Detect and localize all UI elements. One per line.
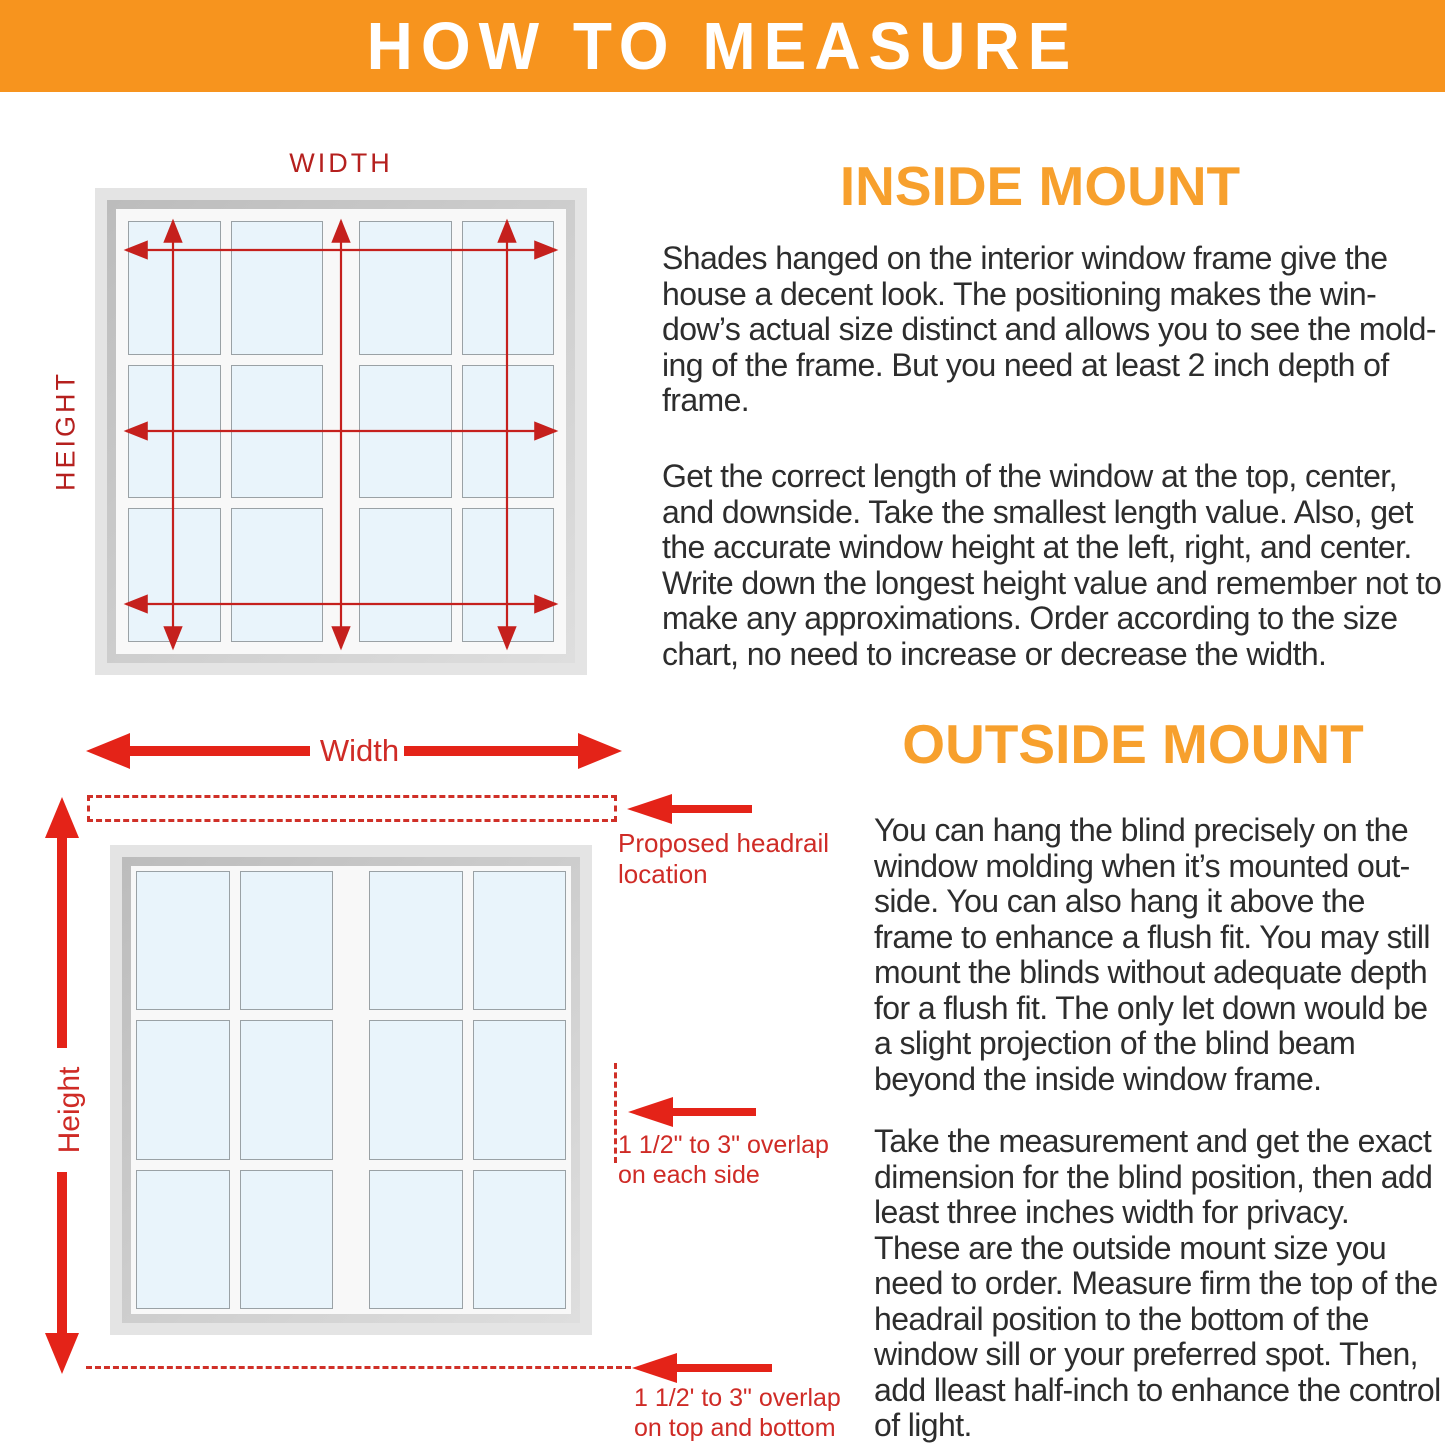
height-arrow-bottom <box>45 1172 79 1374</box>
window-pane <box>473 1170 567 1309</box>
window-pane <box>369 1170 463 1309</box>
outside-mount-heading: OUTSIDE MOUNT <box>902 713 1364 775</box>
inside-mount-paragraph-1: Shades hanged on the interior window frame give the house a decent look. The positioning makes the win- dow’s actual size distinct and allows you to see the mold- ing of the frame. But you need at least 2 inch depth of frame. <box>662 240 1436 418</box>
window-pane <box>462 365 555 499</box>
top-width-label: WIDTH <box>289 148 393 178</box>
window-pane <box>462 221 555 355</box>
window-mullion <box>333 508 349 642</box>
window-pane <box>359 365 452 499</box>
window-pane <box>473 1020 567 1159</box>
inside-mount-paragraph-2: Get the correct length of the window at the top, center, and downside. Take the smallest length value. Also, get the accurate window height at the left, right, and center. Write down the longest height value and remember not to make any approximations. Order according to the size chart, no need to increase or decrease the width. <box>662 458 1442 672</box>
window-mullion <box>343 871 359 1010</box>
side-overlap-note: 1 1/2" to 3" overlap on each side <box>618 1131 829 1189</box>
inside-mount-heading: INSIDE MOUNT <box>839 155 1241 217</box>
side-overlap-dashed-line <box>614 1063 617 1163</box>
window-mullion <box>333 221 349 355</box>
window-diagram-inside <box>95 188 587 675</box>
bottom-overlap-note: 1 1/2' to 3" overlap on top and bottom <box>634 1384 841 1442</box>
headrail-location-box <box>87 795 617 822</box>
window-pane <box>240 1020 334 1159</box>
window-mullion <box>333 365 349 499</box>
window-panes <box>136 871 566 1309</box>
banner <box>0 0 1445 92</box>
page-title: HOW TO MEASURE <box>366 8 1079 84</box>
outside-mount-paragraph-2: Take the measurement and get the exact dimension for the blind position, then add least three inches width for privacy. These are the outside mount size you need to order. Measure firm the top of the headrail position to the bottom of the window sill or your preferred spot. Then, add lleast half-inch to enhance the control of light. <box>874 1123 1441 1443</box>
window-pane <box>369 1020 463 1159</box>
window-pane <box>231 508 324 642</box>
window-pane <box>231 365 324 499</box>
headrail-note: Proposed headrail location <box>618 828 830 889</box>
bottom-width-label: Width <box>319 733 400 768</box>
window-pane <box>462 508 555 642</box>
bottom-height-label: Height <box>53 1066 86 1154</box>
side-overlap-arrow <box>628 1097 756 1127</box>
top-height-label: HEIGHT <box>50 370 81 492</box>
window-pane <box>359 221 452 355</box>
window-panes <box>128 221 554 642</box>
bottom-overlap-dashed-line <box>86 1366 631 1369</box>
bottom-overlap-arrow <box>632 1353 772 1383</box>
window-mullion <box>343 1170 359 1309</box>
outside-mount-paragraph-1: You can hang the blind precisely on the window molding when it’s mounted out- side. You can also hang it above the frame to enhance a flush fit. You may still mount the blinds without adequate depth for a flush fit. The only let down would be a slight projection of the blind beam beyond the inside window frame. <box>874 812 1430 1097</box>
window-pane <box>128 508 221 642</box>
headrail-arrow <box>627 794 752 824</box>
window-mullion <box>343 1020 359 1159</box>
window-pane <box>136 1170 230 1309</box>
window-pane <box>240 1170 334 1309</box>
width-arrow-left <box>86 733 310 769</box>
window-pane <box>136 871 230 1010</box>
width-arrow-right <box>404 733 622 769</box>
window-pane <box>136 1020 230 1159</box>
height-arrow-top <box>45 797 79 1048</box>
window-pane <box>240 871 334 1010</box>
window-pane <box>473 871 567 1010</box>
window-pane <box>128 221 221 355</box>
window-pane <box>231 221 324 355</box>
window-pane <box>369 871 463 1010</box>
window-pane <box>128 365 221 499</box>
window-pane <box>359 508 452 642</box>
window-diagram-outside <box>110 845 592 1335</box>
